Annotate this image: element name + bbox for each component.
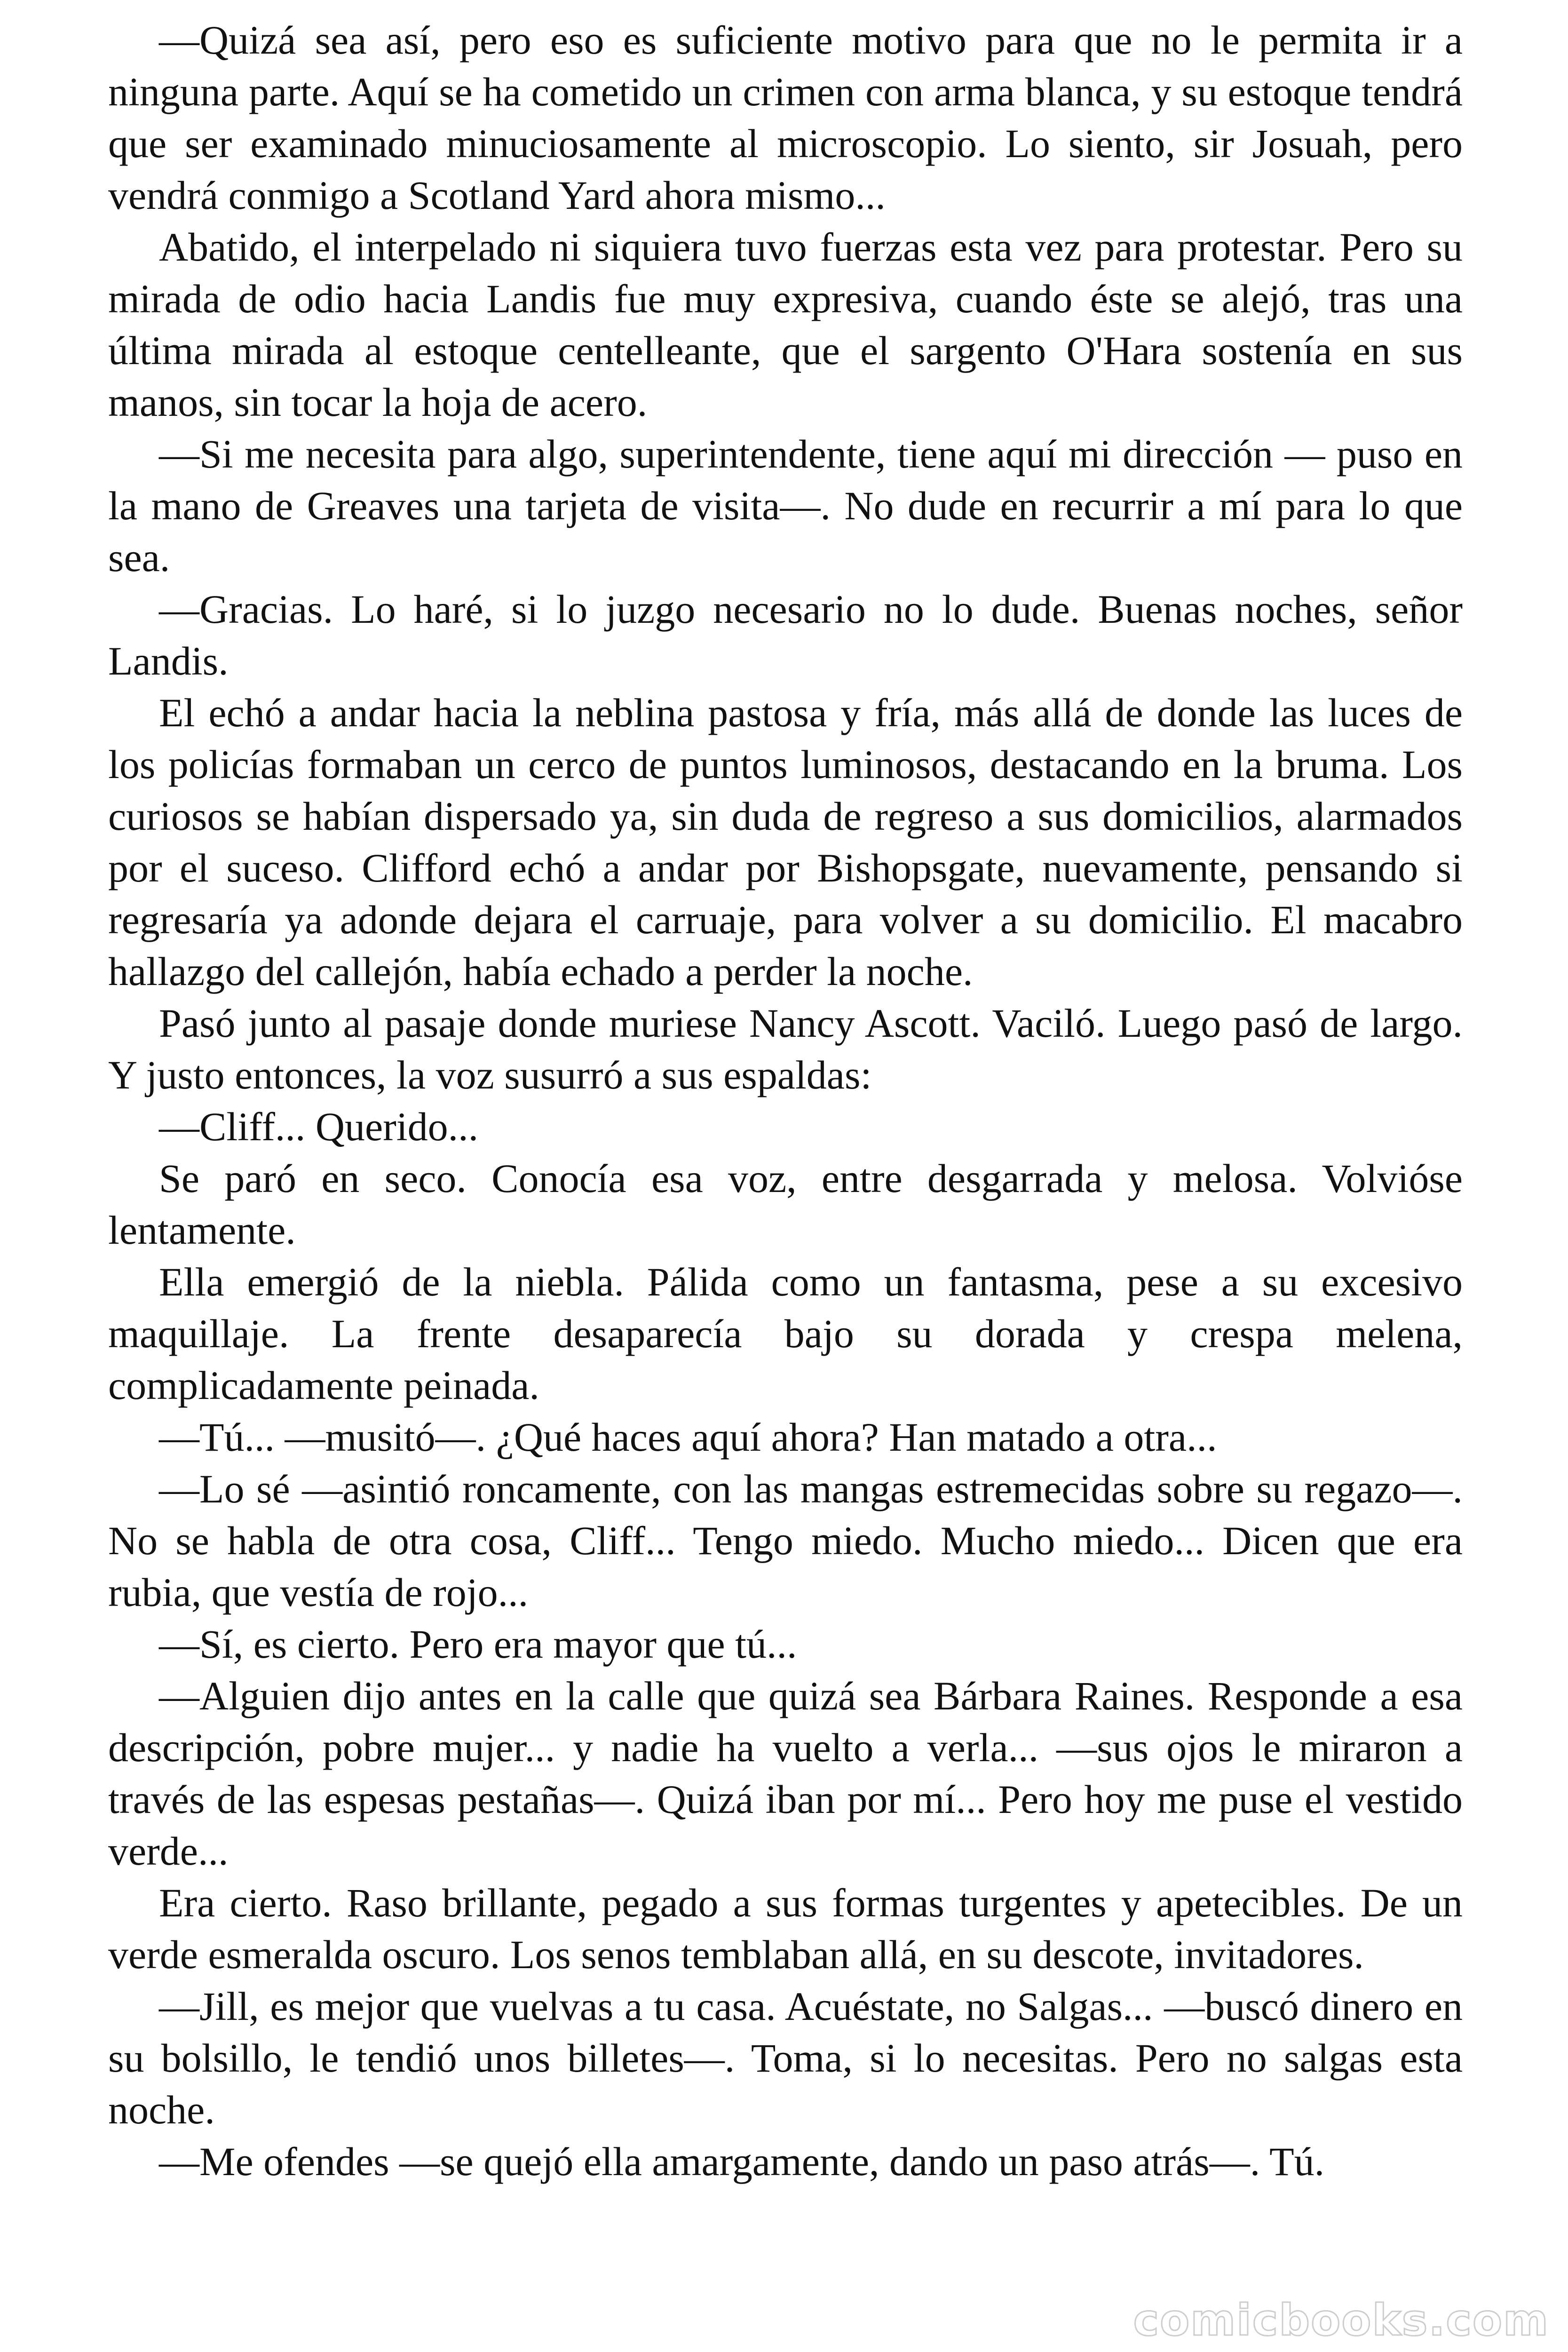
paragraph-3: —Si me necesita para algo, superintendente, tiene aquí mi dirección — puso en la mano de Greaves una tarjeta de visita—. No dude en recurrir a mí para lo que sea. [108,431,1463,580]
paragraph-1: —Quizá sea así, pero eso es suficiente motivo para que no le permita ir a ninguna parte. Aquí se ha cometido un crimen con arma blanca, y su estoque tendrá que ser examinado minuciosamente al microscopio. Lo siento, sir Josuah, pero vendrá conmigo a Scotland Yard ahora mismo... [108,17,1463,218]
paragraph-6: Pasó junto al pasaje donde muriese Nancy Ascott. Vaciló. Luego pasó de largo. Y justo entonces, la voz susurró a sus espaldas: [108,1001,1463,1097]
paragraph-16: —Me ofendes —se quejó ella amargamente, dando un paso atrás—. Tú. [159,2139,1325,2184]
paragraph-14: Era cierto. Raso brillante, pegado a sus formas turgentes y apetecibles. De un verde esmeralda oscuro. Los senos temblaban allá, en su descote, invitadores. [108,1880,1463,1977]
paragraph-8: Se paró en seco. Conocía esa voz, entre desgarrada y melosa. Volvióse lentamente. [108,1156,1463,1253]
paragraph-13: —Alguien dijo antes en la calle que quizá sea Bárbara Raines. Responde a esa descripción, pobre mujer... y nadie ha vuelto a verla... —sus ojos le miraron a través de las espesas pestañas—. Quizá iban por mí... Pero hoy me puse el vestido verde... [108,1673,1463,1874]
paragraph-9: Ella emergió de la niebla. Pálida como un fantasma, pese a su excesivo maquillaje. La frente desaparecía bajo su dorada y crespa melena, complicadamente peinada. [108,1259,1463,1408]
paragraph-5: El echó a andar hacia la neblina pastosa y fría, más allá de donde las luces de los policías formaban un cerco de puntos luminosos, destacando en la bruma. Los curiosos se habían dispersado ya, sin duda de regreso a sus domicilios, alarmados por el suceso. Clifford echó a andar por Bishopsgate, nuevamente, pensando si regresaría ya adonde dejara el carruaje, para volver a su domicilio. El macabro hallazgo del callejón, había echado a perder la noche. [108,690,1463,994]
page-text [108,14,1463,2338]
paragraph-11: —Lo sé —asintió roncamente, con las mangas estremecidas sobre su regazo—. No se habla de otra cosa, Cliff... Tengo miedo. Mucho miedo... Dicen que era rubia, que vestía de rojo... [108,1466,1463,1615]
paragraph-10: —Tú... —musitó—. ¿Qué haces aquí ahora? Han matado a otra... [159,1414,1217,1460]
watermark: comicbooks.com [1133,2295,1549,2345]
paragraph-12: —Sí, es cierto. Pero era mayor que tú... [159,1621,797,1667]
paragraph-15: —Jill, es mejor que vuelvas a tu casa. Acuéstate, no Salgas... —buscó dinero en su bolsillo, le tendió unos billetes—. Toma, si lo necesitas. Pero no salgas esta noche. [108,1984,1463,2132]
paragraph-4: —Gracias. Lo haré, si lo juzgo necesario no lo dude. Buenas noches, señor Landis. [108,587,1463,683]
paragraph-2: Abatido, el interpelado ni siquiera tuvo fuerzas esta vez para protestar. Pero su mirada de odio hacia Landis fue muy expresiva, cuando éste se alejó, tras una última mirada al estoque centelleante, que el sargento O'Hara sostenía en sus manos, sin tocar la hoja de acero. [108,224,1463,425]
paragraph-7: —Cliff... Querido... [159,1104,479,1149]
